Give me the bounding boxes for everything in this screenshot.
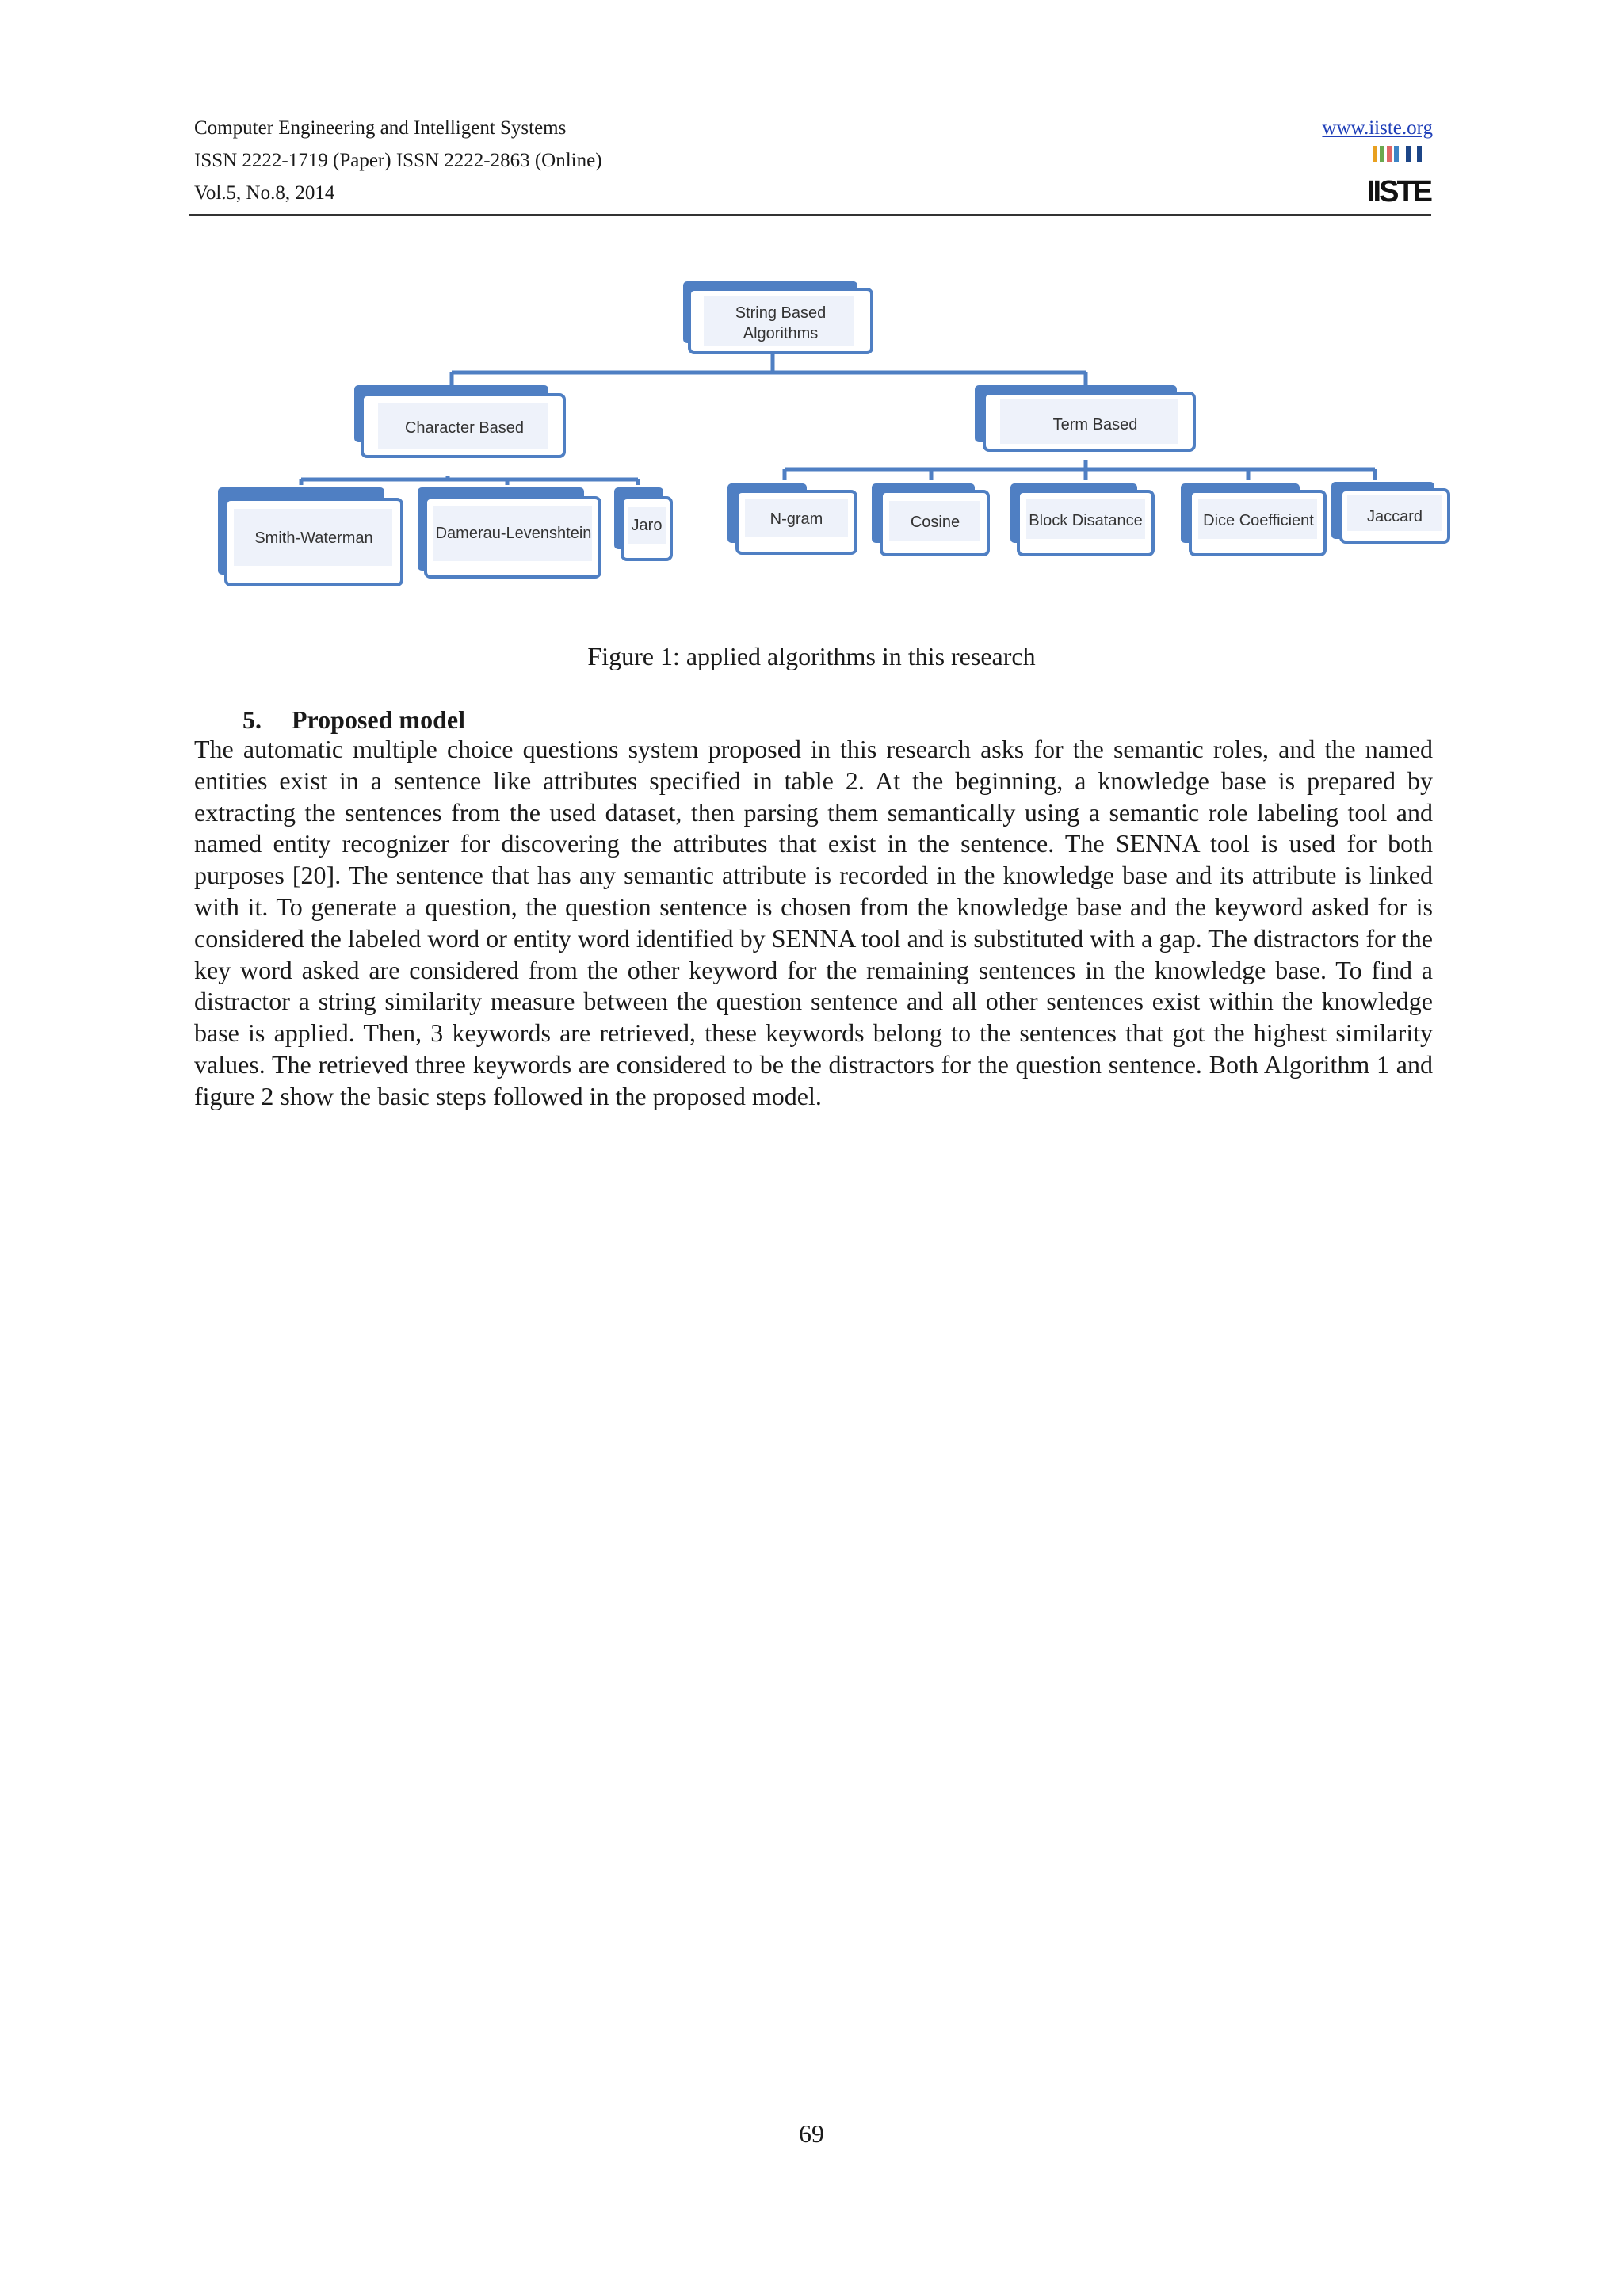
figure-caption: Figure 1: applied algorithms in this research bbox=[587, 642, 1036, 670]
journal-url-link[interactable]: www.iiste.org bbox=[1322, 117, 1433, 139]
node-dice-coefficient-label: Dice Coefficient bbox=[1203, 512, 1314, 529]
node-root bbox=[683, 281, 872, 353]
journal-volume: Vol.5, No.8, 2014 bbox=[194, 182, 335, 204]
node-root-line1: String Based bbox=[735, 304, 827, 322]
page-number: 69 bbox=[799, 2119, 824, 2148]
node-character-based-label: Character Based bbox=[404, 419, 525, 437]
header-rule bbox=[189, 214, 1431, 216]
node-jaccard-label: Jaccard bbox=[1366, 508, 1423, 525]
iiste-logo bbox=[1366, 144, 1431, 208]
node-jaro-label: Jaro bbox=[631, 517, 663, 534]
node-dice-coefficient bbox=[1181, 483, 1325, 555]
node-jaro bbox=[614, 487, 671, 560]
connector-root bbox=[452, 353, 1086, 387]
section-number: 5. bbox=[242, 705, 262, 734]
section-heading bbox=[242, 704, 465, 735]
node-damerau-levenshtein bbox=[418, 487, 600, 577]
node-n-gram-label: N-gram bbox=[769, 510, 823, 528]
node-block-distance-label: Block Disatance bbox=[1029, 512, 1143, 529]
node-cosine bbox=[872, 483, 988, 555]
node-jaccard bbox=[1331, 482, 1449, 542]
section-title: Proposed model bbox=[292, 705, 465, 734]
node-smith-waterman-label: Smith-Waterman bbox=[254, 529, 373, 547]
logo-text: IISTE bbox=[1366, 175, 1431, 208]
journal-issn: ISSN 2222-1719 (Paper) ISSN 2222-2863 (Online) bbox=[194, 150, 602, 171]
algorithms-tree-diagram bbox=[190, 269, 1458, 602]
journal-title: Computer Engineering and Intelligent Systems bbox=[194, 117, 567, 139]
node-n-gram bbox=[727, 483, 856, 553]
node-block-distance bbox=[1010, 483, 1153, 555]
node-character-based bbox=[354, 385, 564, 457]
node-term-based-label: Term Based bbox=[1052, 416, 1138, 434]
node-root-line2: Algorithms bbox=[743, 325, 819, 342]
connector-term bbox=[785, 460, 1375, 480]
section-paragraph: The automatic multiple choice questions system proposed in this research asks for the semantic roles, and the named entities exist in a sentence like attributes specified in table 2. At the beginning, a knowledge base is prepared by extracting the sentences from the used dataset, then parsing them semantically using a semantic role labeling tool and named entity recognizer for discovering the attributes that exist in the sentence. The SENNA tool is used for both purposes [20]. The sentence that has any semantic attribute is recorded in the knowledge base and its attribute is linked with it. To generate a question, the question sentence is chosen from the knowledge base and the keyword asked for is considered the labeled word or entity word identified by SENNA tool and is substituted with a gap. The distractors for the key word asked are considered from the other keyword for the remaining sentences in the knowledge base. To find a distractor a string similarity measure between the question sentence and all other sentences exist within the knowledge base is applied. Then, 3 keywords are retrieved, these keywords belong to the sentences that got the highest similarity values. The retrieved three keywords are considered to be the distractors for the question sentence. Both Algorithm 1 and figure 2 show the basic steps followed in the proposed model. bbox=[194, 735, 1433, 1110]
node-damerau-levenshtein-label: Damerau-Levenshtein bbox=[435, 525, 592, 542]
node-smith-waterman bbox=[218, 487, 402, 585]
node-term-based bbox=[975, 385, 1194, 450]
node-cosine-label: Cosine bbox=[910, 514, 960, 531]
